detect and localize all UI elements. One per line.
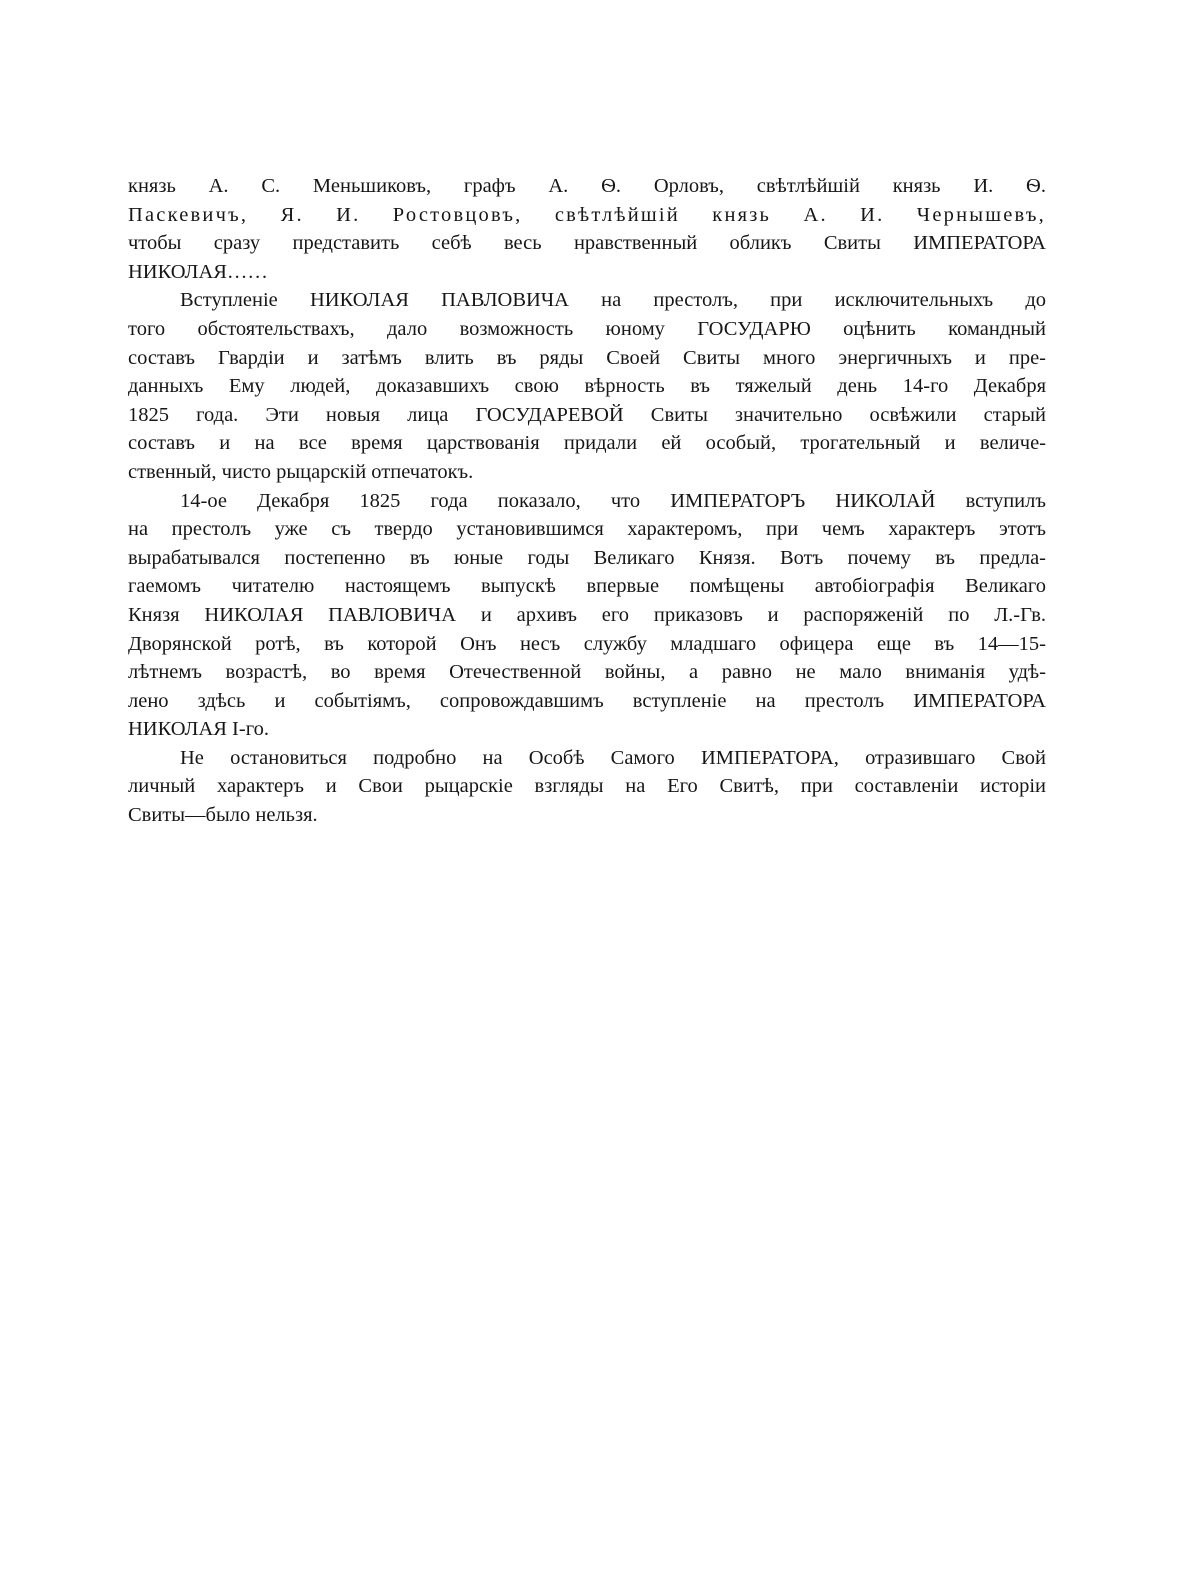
text-line: Князя НИКОЛАЯ ПАВЛОВИЧА и архивъ его приказовъ и распоряженій по Л.-Гв. <box>128 603 1046 626</box>
text-line: вырабатывался постепенно въ юные годы Великаго Князя. Вотъ почему въ предла- <box>128 546 1046 569</box>
text-line: на престолъ уже съ твердо установившимся характеромъ, при чемъ характеръ этотъ <box>128 518 1046 541</box>
text-line: лено здѣсь и событіямъ, сопровождавшимъ вступленіе на престолъ ИМПЕРАТОРА <box>128 689 1046 712</box>
text-line: лѣтнемъ возрастѣ, во время Отечественной войны, а равно не мало вниманія удѣ- <box>128 661 1046 684</box>
text-line: гаемомъ читателю настоящемъ выпускѣ впервые помѣщены автобіографія Великаго <box>128 575 1046 598</box>
text-line: личный характеръ и Свои рыцарскіе взгляды на Его Свитѣ, при составленіи исторіи <box>128 775 1046 798</box>
text-line: того обстоятельствахъ, дало возможность юному ГОСУДАРЮ оцѣнить командный <box>128 317 1046 340</box>
page-body <box>128 172 1046 830</box>
text-line: 1825 года. Эти новыя лица ГОСУДАРЕВОЙ Свиты значительно освѣжили старый <box>128 403 1046 426</box>
text-line: Дворянской ротѣ, въ которой Онъ несъ службу младшаго офицера еще въ 14—15- <box>128 632 1046 655</box>
text-line: чтобы сразу представить себѣ весь нравственный обликъ Свиты ИМПЕРАТОРА <box>128 232 1046 255</box>
text-line: князь А. С. Меньшиковъ, графъ А. Ѳ. Орловъ, свѣтлѣйшій князь И. Ѳ. <box>128 175 1046 197</box>
text-line: составъ Гвардіи и затѣмъ влить въ ряды Своей Свиты много энергичныхъ и пре- <box>128 346 1046 369</box>
paragraph-2 <box>128 286 1046 486</box>
paragraph-4 <box>128 744 1046 830</box>
paragraph-3 <box>128 487 1046 744</box>
text-line: составъ и на все время царствованія придали ей особый, трогательный и величе- <box>128 432 1046 455</box>
text-line: 14-ое Декабря 1825 года показало, что ИМПЕРАТОРЪ НИКОЛАЙ вступилъ <box>180 489 1046 512</box>
text-line: Свиты—было нельзя. <box>128 804 318 827</box>
paragraph-1 <box>128 172 1046 286</box>
text-line: Паскевичъ, Я. И. Ростовцовъ, свѣтлѣйшій князь А. И. Чернышевъ, <box>128 203 1046 226</box>
text-line: НИКОЛАЯ…… <box>128 260 268 283</box>
text-line: данныхъ Ему людей, доказавшихъ свою вѣрность въ тяжелый день 14-го Декабря <box>128 375 1046 398</box>
text-line: ственный, чисто рыцарскій отпечатокъ. <box>128 460 474 483</box>
text-line: НИКОЛАЯ I-го. <box>128 718 269 741</box>
text-line: Не остановиться подробно на Особѣ Самого ИМПЕРАТОРА, отразившаго Свой <box>180 746 1046 769</box>
text-line: Вступленіе НИКОЛАЯ ПАВЛОВИЧА на престолъ, при исключительныхъ до <box>180 289 1046 312</box>
